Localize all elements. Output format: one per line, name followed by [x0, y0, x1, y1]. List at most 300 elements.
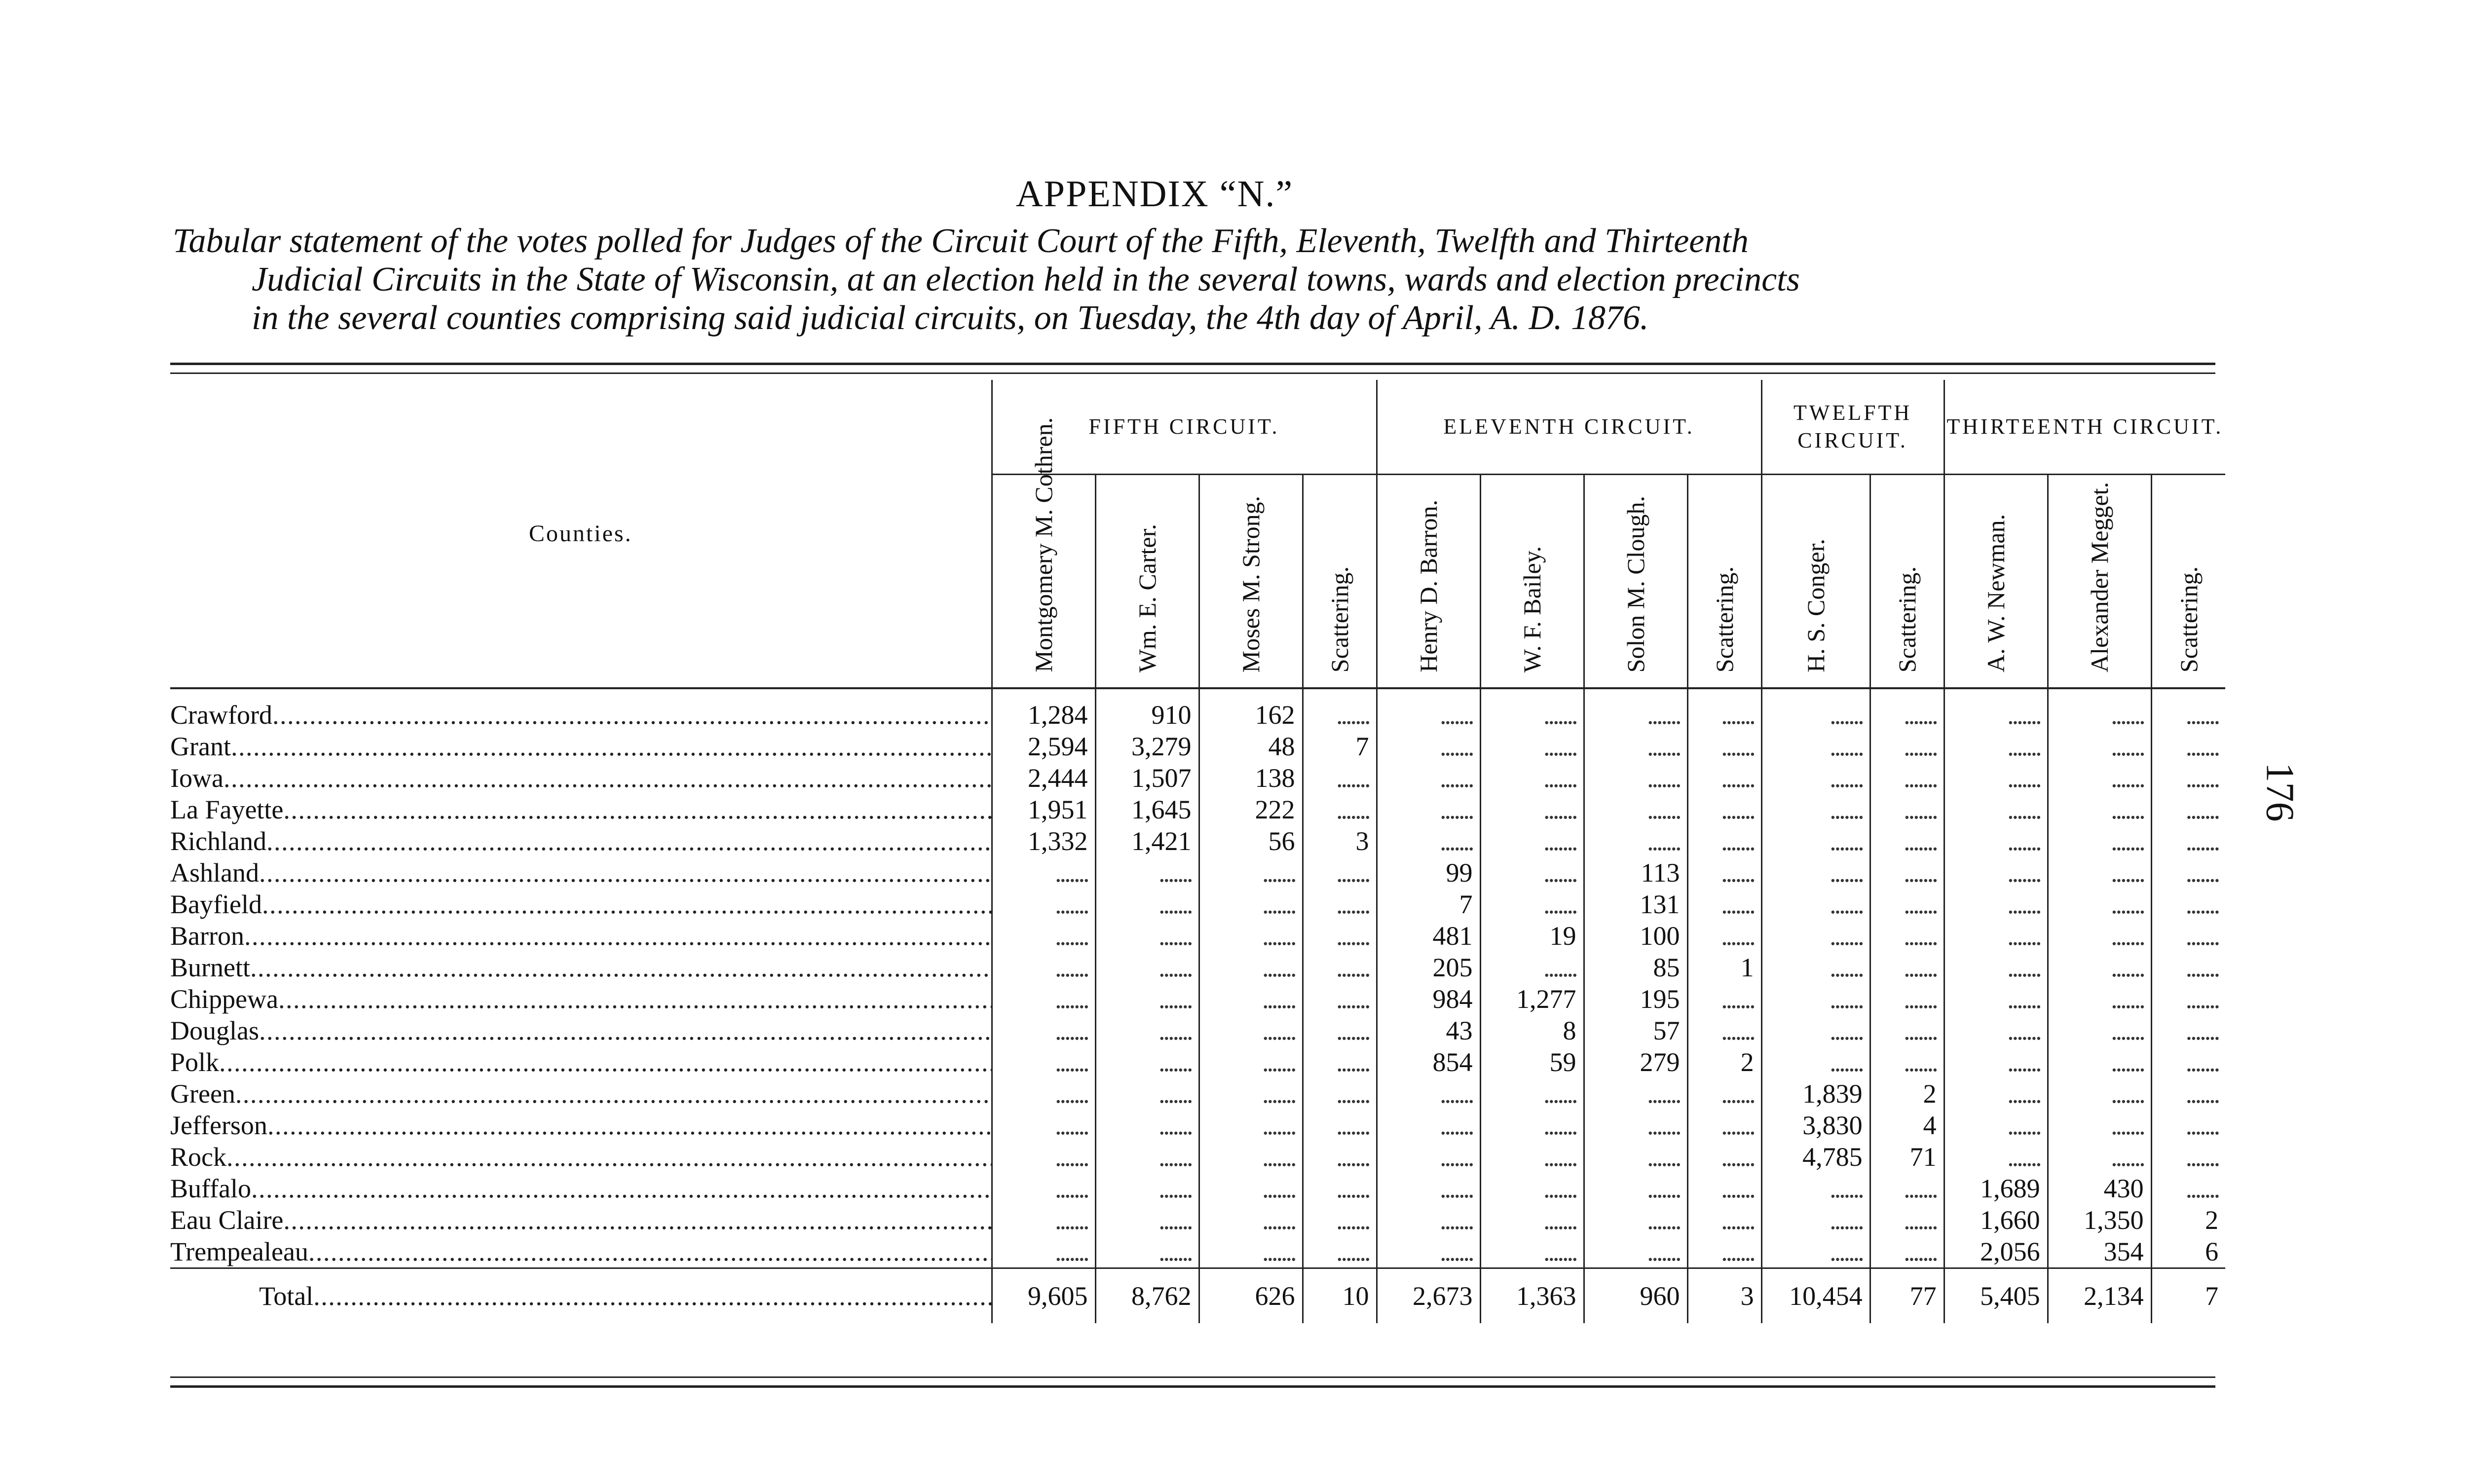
page-title: APPENDIX “N.” [1015, 173, 1294, 215]
empty-cell-dots: ....... [1480, 731, 1584, 762]
total-cell: 2,134 [2048, 1268, 2151, 1324]
empty-cell-dots: ....... [1761, 952, 1870, 983]
empty-cell-dots: ....... [1303, 920, 1377, 952]
empty-cell-dots: ....... [1303, 1204, 1377, 1236]
empty-cell-dots: ....... [1377, 762, 1480, 794]
county-cell [170, 1015, 992, 1046]
empty-cell-dots: ....... [1944, 857, 2048, 889]
empty-cell-dots: ....... [2151, 794, 2225, 825]
empty-cell-dots: ....... [2151, 983, 2225, 1015]
empty-cell-dots: ....... [2151, 920, 2225, 952]
empty-cell-dots: ....... [2151, 688, 2225, 731]
empty-cell-dots: ....... [992, 920, 1095, 952]
empty-cell-dots: ....... [1687, 857, 1761, 889]
leader-dots [283, 1204, 991, 1236]
leader-dots [262, 889, 991, 920]
empty-cell-dots: ....... [1095, 1046, 1199, 1078]
leader-dots [235, 1078, 991, 1110]
empty-cell-dots: ....... [1480, 825, 1584, 857]
empty-cell-dots: ....... [1199, 983, 1303, 1015]
vote-cell: 279 [1584, 1046, 1687, 1078]
empty-cell-dots: ....... [2151, 1078, 2225, 1110]
empty-cell-dots: ....... [2151, 825, 2225, 857]
empty-cell-dots: ....... [1944, 1015, 2048, 1046]
empty-cell-dots: ....... [1687, 1015, 1761, 1046]
candidate-name: Solon M. Clough. [1622, 495, 1650, 672]
candidate-name: A. W. Newman. [1982, 514, 2010, 672]
caption-line: Tabular statement of the votes polled for Judges of the Circuit Court of the Fifth, Eleventh, Twelfth and Thirteenth [173, 222, 1749, 260]
empty-cell-dots: ....... [1944, 1110, 2048, 1141]
empty-cell-dots: ....... [1377, 1236, 1480, 1268]
empty-cell-dots: ....... [1687, 983, 1761, 1015]
bottom-rule-thin [170, 1376, 2215, 1378]
leader-dots [251, 1173, 991, 1204]
empty-cell-dots: ....... [1870, 1173, 1944, 1204]
empty-cell-dots: ....... [1303, 794, 1377, 825]
circuit-header-thirteenth: THIRTEENTH CIRCUIT. [1944, 380, 2225, 475]
empty-cell-dots: ....... [1687, 688, 1761, 731]
candidate-header [992, 417, 1095, 689]
empty-cell-dots: ....... [1944, 731, 2048, 762]
vote-cell: 1 [1687, 952, 1761, 983]
vote-cell: 56 [1199, 825, 1303, 857]
empty-cell-dots: ....... [1095, 1141, 1199, 1173]
bottom-rule [170, 1385, 2215, 1388]
vote-cell: 1,332 [992, 825, 1095, 857]
empty-cell-dots: ....... [1870, 1046, 1944, 1078]
empty-cell-dots: ....... [992, 1204, 1095, 1236]
empty-cell-dots: ....... [1870, 952, 1944, 983]
county-name: Richland [170, 826, 266, 856]
circuit-header-twelfth: TWELFTH CIRCUIT. [1761, 380, 1944, 475]
county-cell [170, 825, 992, 857]
county-name: Trempealeau [170, 1237, 308, 1266]
empty-cell-dots: ....... [2048, 825, 2151, 857]
empty-cell-dots: ....... [1584, 1204, 1687, 1236]
empty-cell-dots: ....... [992, 1141, 1095, 1173]
vote-cell: 984 [1377, 983, 1480, 1015]
candidate-name: W. F. Bailey. [1518, 546, 1546, 672]
empty-cell-dots: ....... [2048, 762, 2151, 794]
candidate-name: Scattering. [1711, 566, 1739, 672]
empty-cell-dots: ....... [992, 1236, 1095, 1268]
empty-cell-dots: ....... [2048, 983, 2151, 1015]
table-row [170, 1046, 2225, 1078]
vote-cell: 1,421 [1095, 825, 1199, 857]
empty-cell-dots: ....... [2048, 688, 2151, 731]
empty-cell-dots: ....... [1199, 1204, 1303, 1236]
candidate-header [1944, 475, 2048, 689]
county-cell [170, 1078, 992, 1110]
county-cell [170, 889, 992, 920]
empty-cell-dots: ....... [1480, 857, 1584, 889]
empty-cell-dots: ....... [2151, 1173, 2225, 1204]
candidate-header [1095, 475, 1199, 689]
page-number: 176 [2258, 762, 2302, 822]
candidate-name: Scattering. [1326, 566, 1354, 672]
empty-cell-dots: ....... [1761, 983, 1870, 1015]
county-name: Ashland [170, 858, 259, 888]
vote-cell: 1,660 [1944, 1204, 2048, 1236]
candidate-name: Henry D. Barron. [1415, 500, 1443, 672]
candidate-header [1761, 475, 1870, 689]
vote-cell: 113 [1584, 857, 1687, 889]
vote-cell: 1,951 [992, 794, 1095, 825]
empty-cell-dots: ....... [1584, 1078, 1687, 1110]
vote-cell: 131 [1584, 889, 1687, 920]
empty-cell-dots: ....... [1303, 1173, 1377, 1204]
total-cell: 960 [1584, 1268, 1687, 1324]
empty-cell-dots: ....... [2151, 1141, 2225, 1173]
empty-cell-dots: ....... [1199, 857, 1303, 889]
counties-header: Counties. [170, 380, 992, 688]
vote-cell: 138 [1199, 762, 1303, 794]
empty-cell-dots: ....... [2151, 1046, 2225, 1078]
empty-cell-dots: ....... [1377, 1078, 1480, 1110]
empty-cell-dots: ....... [1761, 1173, 1870, 1204]
vote-cell: 354 [2048, 1236, 2151, 1268]
county-cell [170, 688, 992, 731]
empty-cell-dots: ....... [1944, 952, 2048, 983]
empty-cell-dots: ....... [992, 983, 1095, 1015]
empty-cell-dots: ....... [1199, 1015, 1303, 1046]
empty-cell-dots: ....... [1870, 794, 1944, 825]
total-cell: 77 [1870, 1268, 1944, 1324]
empty-cell-dots: ....... [1303, 952, 1377, 983]
empty-cell-dots: ....... [1095, 1204, 1199, 1236]
empty-cell-dots: ....... [1944, 825, 2048, 857]
candidate-name: H. S. Conger. [1802, 539, 1830, 672]
empty-cell-dots: ....... [1584, 1236, 1687, 1268]
county-cell [170, 1141, 992, 1173]
leader-dots [224, 762, 991, 794]
table-row [170, 952, 2225, 983]
county-name: Iowa [170, 763, 224, 793]
total-label: Total [259, 1281, 314, 1311]
vote-cell: 1,839 [1761, 1078, 1870, 1110]
county-name: Buffalo [170, 1174, 251, 1203]
candidate-header [1480, 475, 1584, 689]
county-name: Jefferson [170, 1111, 267, 1140]
vote-cell: 2 [1870, 1078, 1944, 1110]
total-row [170, 1268, 2225, 1324]
empty-cell-dots: ....... [1761, 762, 1870, 794]
empty-cell-dots: ....... [1944, 688, 2048, 731]
empty-cell-dots: ....... [1199, 1110, 1303, 1141]
empty-cell-dots: ....... [1687, 731, 1761, 762]
total-cell: 3 [1687, 1268, 1761, 1324]
empty-cell-dots: ....... [1584, 1173, 1687, 1204]
empty-cell-dots: ....... [1761, 1015, 1870, 1046]
empty-cell-dots: ....... [1761, 825, 1870, 857]
empty-cell-dots: ....... [1303, 762, 1377, 794]
empty-cell-dots: ....... [1584, 688, 1687, 731]
empty-cell-dots: ....... [992, 1015, 1095, 1046]
empty-cell-dots: ....... [1303, 1141, 1377, 1173]
candidate-name: Alexander Megget. [2086, 482, 2114, 672]
empty-cell-dots: ....... [1944, 1141, 2048, 1173]
vote-cell: 1,507 [1095, 762, 1199, 794]
vote-cell: 430 [2048, 1173, 2151, 1204]
empty-cell-dots: ....... [1687, 825, 1761, 857]
table-row [170, 1173, 2225, 1204]
empty-cell-dots: ....... [1480, 889, 1584, 920]
empty-cell-dots: ....... [2048, 731, 2151, 762]
candidate-header [1687, 475, 1761, 689]
vote-cell: 2,444 [992, 762, 1095, 794]
leader-dots [313, 1269, 991, 1323]
empty-cell-dots: ....... [1870, 983, 1944, 1015]
county-cell [170, 952, 992, 983]
empty-cell-dots: ....... [1480, 1141, 1584, 1173]
table-row [170, 889, 2225, 920]
candidate-header [1377, 475, 1480, 689]
empty-cell-dots: ....... [1377, 731, 1480, 762]
empty-cell-dots: ....... [1761, 920, 1870, 952]
empty-cell-dots: ....... [1377, 1141, 1480, 1173]
empty-cell-dots: ....... [1199, 1236, 1303, 1268]
empty-cell-dots: ....... [992, 857, 1095, 889]
vote-cell: 195 [1584, 983, 1687, 1015]
circuit-header-fifth: FIFTH CIRCUIT. [992, 380, 1377, 475]
candidate-name: Moses M. Strong. [1237, 495, 1265, 672]
total-cell: 1,363 [1480, 1268, 1584, 1324]
vote-cell: 59 [1480, 1046, 1584, 1078]
candidate-header [2151, 475, 2225, 689]
empty-cell-dots: ....... [1761, 731, 1870, 762]
empty-cell-dots: ....... [2048, 1046, 2151, 1078]
empty-cell-dots: ....... [1870, 762, 1944, 794]
empty-cell-dots: ....... [1944, 794, 2048, 825]
total-cell: 8,762 [1095, 1268, 1199, 1324]
empty-cell-dots: ....... [2151, 952, 2225, 983]
empty-cell-dots: ....... [1480, 1110, 1584, 1141]
table-row [170, 794, 2225, 825]
candidate-header [1584, 475, 1687, 689]
total-cell: 9,605 [992, 1268, 1095, 1324]
empty-cell-dots: ....... [1095, 1015, 1199, 1046]
empty-cell-dots: ....... [1303, 1078, 1377, 1110]
empty-cell-dots: ....... [1687, 889, 1761, 920]
candidate-name: Scattering. [2174, 566, 2203, 672]
county-name: Bayfield [170, 890, 262, 919]
vote-cell: 1,645 [1095, 794, 1199, 825]
empty-cell-dots: ....... [1870, 857, 1944, 889]
county-name: Eau Claire [170, 1205, 284, 1235]
empty-cell-dots: ....... [992, 1110, 1095, 1141]
county-name: Douglas [170, 1016, 259, 1045]
candidate-header [1303, 475, 1377, 689]
empty-cell-dots: ....... [1687, 1204, 1761, 1236]
vote-cell: 48 [1199, 731, 1303, 762]
empty-cell-dots: ....... [1480, 1236, 1584, 1268]
empty-cell-dots: ....... [2048, 952, 2151, 983]
empty-cell-dots: ....... [1095, 920, 1199, 952]
empty-cell-dots: ....... [2151, 889, 2225, 920]
table-body [170, 688, 2225, 1323]
empty-cell-dots: ....... [1199, 1173, 1303, 1204]
empty-cell-dots: ....... [1480, 1204, 1584, 1236]
table-row [170, 983, 2225, 1015]
empty-cell-dots: ....... [1584, 731, 1687, 762]
total-cell: 10 [1303, 1268, 1377, 1324]
leader-dots [250, 952, 991, 983]
empty-cell-dots: ....... [1199, 952, 1303, 983]
empty-cell-dots: ....... [1303, 857, 1377, 889]
leader-dots [267, 1110, 991, 1141]
empty-cell-dots: ....... [1303, 1236, 1377, 1268]
candidate-name: Scattering. [1893, 566, 1921, 672]
empty-cell-dots: ....... [1944, 762, 2048, 794]
vote-cell: 7 [1303, 731, 1377, 762]
leader-dots [278, 983, 991, 1015]
empty-cell-dots: ....... [1095, 983, 1199, 1015]
vote-cell: 6 [2151, 1236, 2225, 1268]
top-rule-thin [170, 372, 2215, 374]
vote-cell: 481 [1377, 920, 1480, 952]
caption-line: in the several counties comprising said judicial circuits, on Tuesday, the 4th day of April, A. D. 1876. [252, 299, 1649, 337]
leader-dots [308, 1236, 991, 1267]
empty-cell-dots: ....... [1480, 794, 1584, 825]
table-row [170, 920, 2225, 952]
empty-cell-dots: ....... [2048, 1110, 2151, 1141]
vote-cell: 57 [1584, 1015, 1687, 1046]
county-name: Green [170, 1079, 235, 1109]
leader-dots [272, 699, 991, 731]
empty-cell-dots: ....... [1303, 889, 1377, 920]
vote-cell: 1,277 [1480, 983, 1584, 1015]
empty-cell-dots: ....... [1761, 688, 1870, 731]
vote-cell: 910 [1095, 688, 1199, 731]
county-cell [170, 1046, 992, 1078]
empty-cell-dots: ....... [2048, 889, 2151, 920]
empty-cell-dots: ....... [1870, 889, 1944, 920]
county-cell [170, 1236, 992, 1268]
empty-cell-dots: ....... [2151, 857, 2225, 889]
empty-cell-dots: ....... [1095, 889, 1199, 920]
empty-cell-dots: ....... [2048, 857, 2151, 889]
vote-cell: 162 [1199, 688, 1303, 731]
total-cell: 10,454 [1761, 1268, 1870, 1324]
vote-cell: 1,284 [992, 688, 1095, 731]
candidate-header [1870, 475, 1944, 689]
county-cell [170, 1110, 992, 1141]
table-row [170, 1015, 2225, 1046]
empty-cell-dots: ....... [1944, 1078, 2048, 1110]
total-cell: 626 [1199, 1268, 1303, 1324]
empty-cell-dots: ....... [1377, 825, 1480, 857]
empty-cell-dots: ....... [1377, 1173, 1480, 1204]
leader-dots [244, 920, 991, 952]
empty-cell-dots: ....... [1199, 1078, 1303, 1110]
empty-cell-dots: ....... [1303, 688, 1377, 731]
vote-cell: 222 [1199, 794, 1303, 825]
vote-cell: 2 [1687, 1046, 1761, 1078]
empty-cell-dots: ....... [1377, 1110, 1480, 1141]
empty-cell-dots: ....... [1584, 794, 1687, 825]
empty-cell-dots: ....... [1480, 952, 1584, 983]
empty-cell-dots: ....... [2048, 1078, 2151, 1110]
empty-cell-dots: ....... [992, 1078, 1095, 1110]
leader-dots [283, 794, 991, 825]
empty-cell-dots: ....... [1199, 920, 1303, 952]
empty-cell-dots: ....... [2048, 1141, 2151, 1173]
empty-cell-dots: ....... [1584, 762, 1687, 794]
county-name: Rock [170, 1142, 226, 1172]
table-row [170, 857, 2225, 889]
leader-dots [219, 1046, 991, 1078]
empty-cell-dots: ....... [1584, 1110, 1687, 1141]
vote-cell: 2,594 [992, 731, 1095, 762]
empty-cell-dots: ....... [1095, 1078, 1199, 1110]
county-name: La Fayette [170, 795, 284, 824]
empty-cell-dots: ....... [1687, 1110, 1761, 1141]
vote-cell: 100 [1584, 920, 1687, 952]
leader-dots [226, 1141, 991, 1173]
empty-cell-dots: ....... [992, 1046, 1095, 1078]
empty-cell-dots: ....... [2151, 731, 2225, 762]
empty-cell-dots: ....... [1944, 889, 2048, 920]
empty-cell-dots: ....... [1687, 1078, 1761, 1110]
empty-cell-dots: ....... [1377, 688, 1480, 731]
empty-cell-dots: ....... [1480, 1173, 1584, 1204]
empty-cell-dots: ....... [2048, 794, 2151, 825]
vote-cell: 2,056 [1944, 1236, 2048, 1268]
total-cell: 5,405 [1944, 1268, 2048, 1324]
county-cell [170, 920, 992, 952]
candidate-header [2048, 475, 2151, 689]
empty-cell-dots: ....... [1761, 1204, 1870, 1236]
votes-table [170, 380, 2225, 1323]
empty-cell-dots: ....... [1687, 794, 1761, 825]
vote-cell: 19 [1480, 920, 1584, 952]
vote-cell: 205 [1377, 952, 1480, 983]
empty-cell-dots: ....... [2151, 1015, 2225, 1046]
county-name: Barron [170, 921, 244, 951]
empty-cell-dots: ....... [1095, 1236, 1199, 1268]
county-cell [170, 857, 992, 889]
empty-cell-dots: ....... [1199, 1141, 1303, 1173]
empty-cell-dots: ....... [1870, 1204, 1944, 1236]
vote-cell: 854 [1377, 1046, 1480, 1078]
empty-cell-dots: ....... [1761, 794, 1870, 825]
table-row [170, 1078, 2225, 1110]
leader-dots [259, 857, 991, 889]
empty-cell-dots: ....... [1761, 1236, 1870, 1268]
empty-cell-dots: ....... [992, 889, 1095, 920]
empty-cell-dots: ....... [1095, 857, 1199, 889]
county-name: Burnett [170, 953, 250, 982]
table-row [170, 1204, 2225, 1236]
table-row [170, 731, 2225, 762]
county-cell [170, 794, 992, 825]
empty-cell-dots: ....... [1870, 688, 1944, 731]
county-name: Grant [170, 732, 231, 761]
empty-cell-dots: ....... [1303, 1110, 1377, 1141]
vote-cell: 1,350 [2048, 1204, 2151, 1236]
leader-dots [259, 1015, 991, 1046]
county-cell [170, 731, 992, 762]
vote-cell: 3 [1303, 825, 1377, 857]
vote-cell: 7 [1377, 889, 1480, 920]
empty-cell-dots: ....... [2151, 1110, 2225, 1141]
empty-cell-dots: ....... [1377, 794, 1480, 825]
empty-cell-dots: ....... [1870, 1236, 1944, 1268]
table-row [170, 1236, 2225, 1268]
empty-cell-dots: ....... [1303, 1046, 1377, 1078]
leader-dots [266, 825, 991, 857]
empty-cell-dots: ....... [1761, 889, 1870, 920]
